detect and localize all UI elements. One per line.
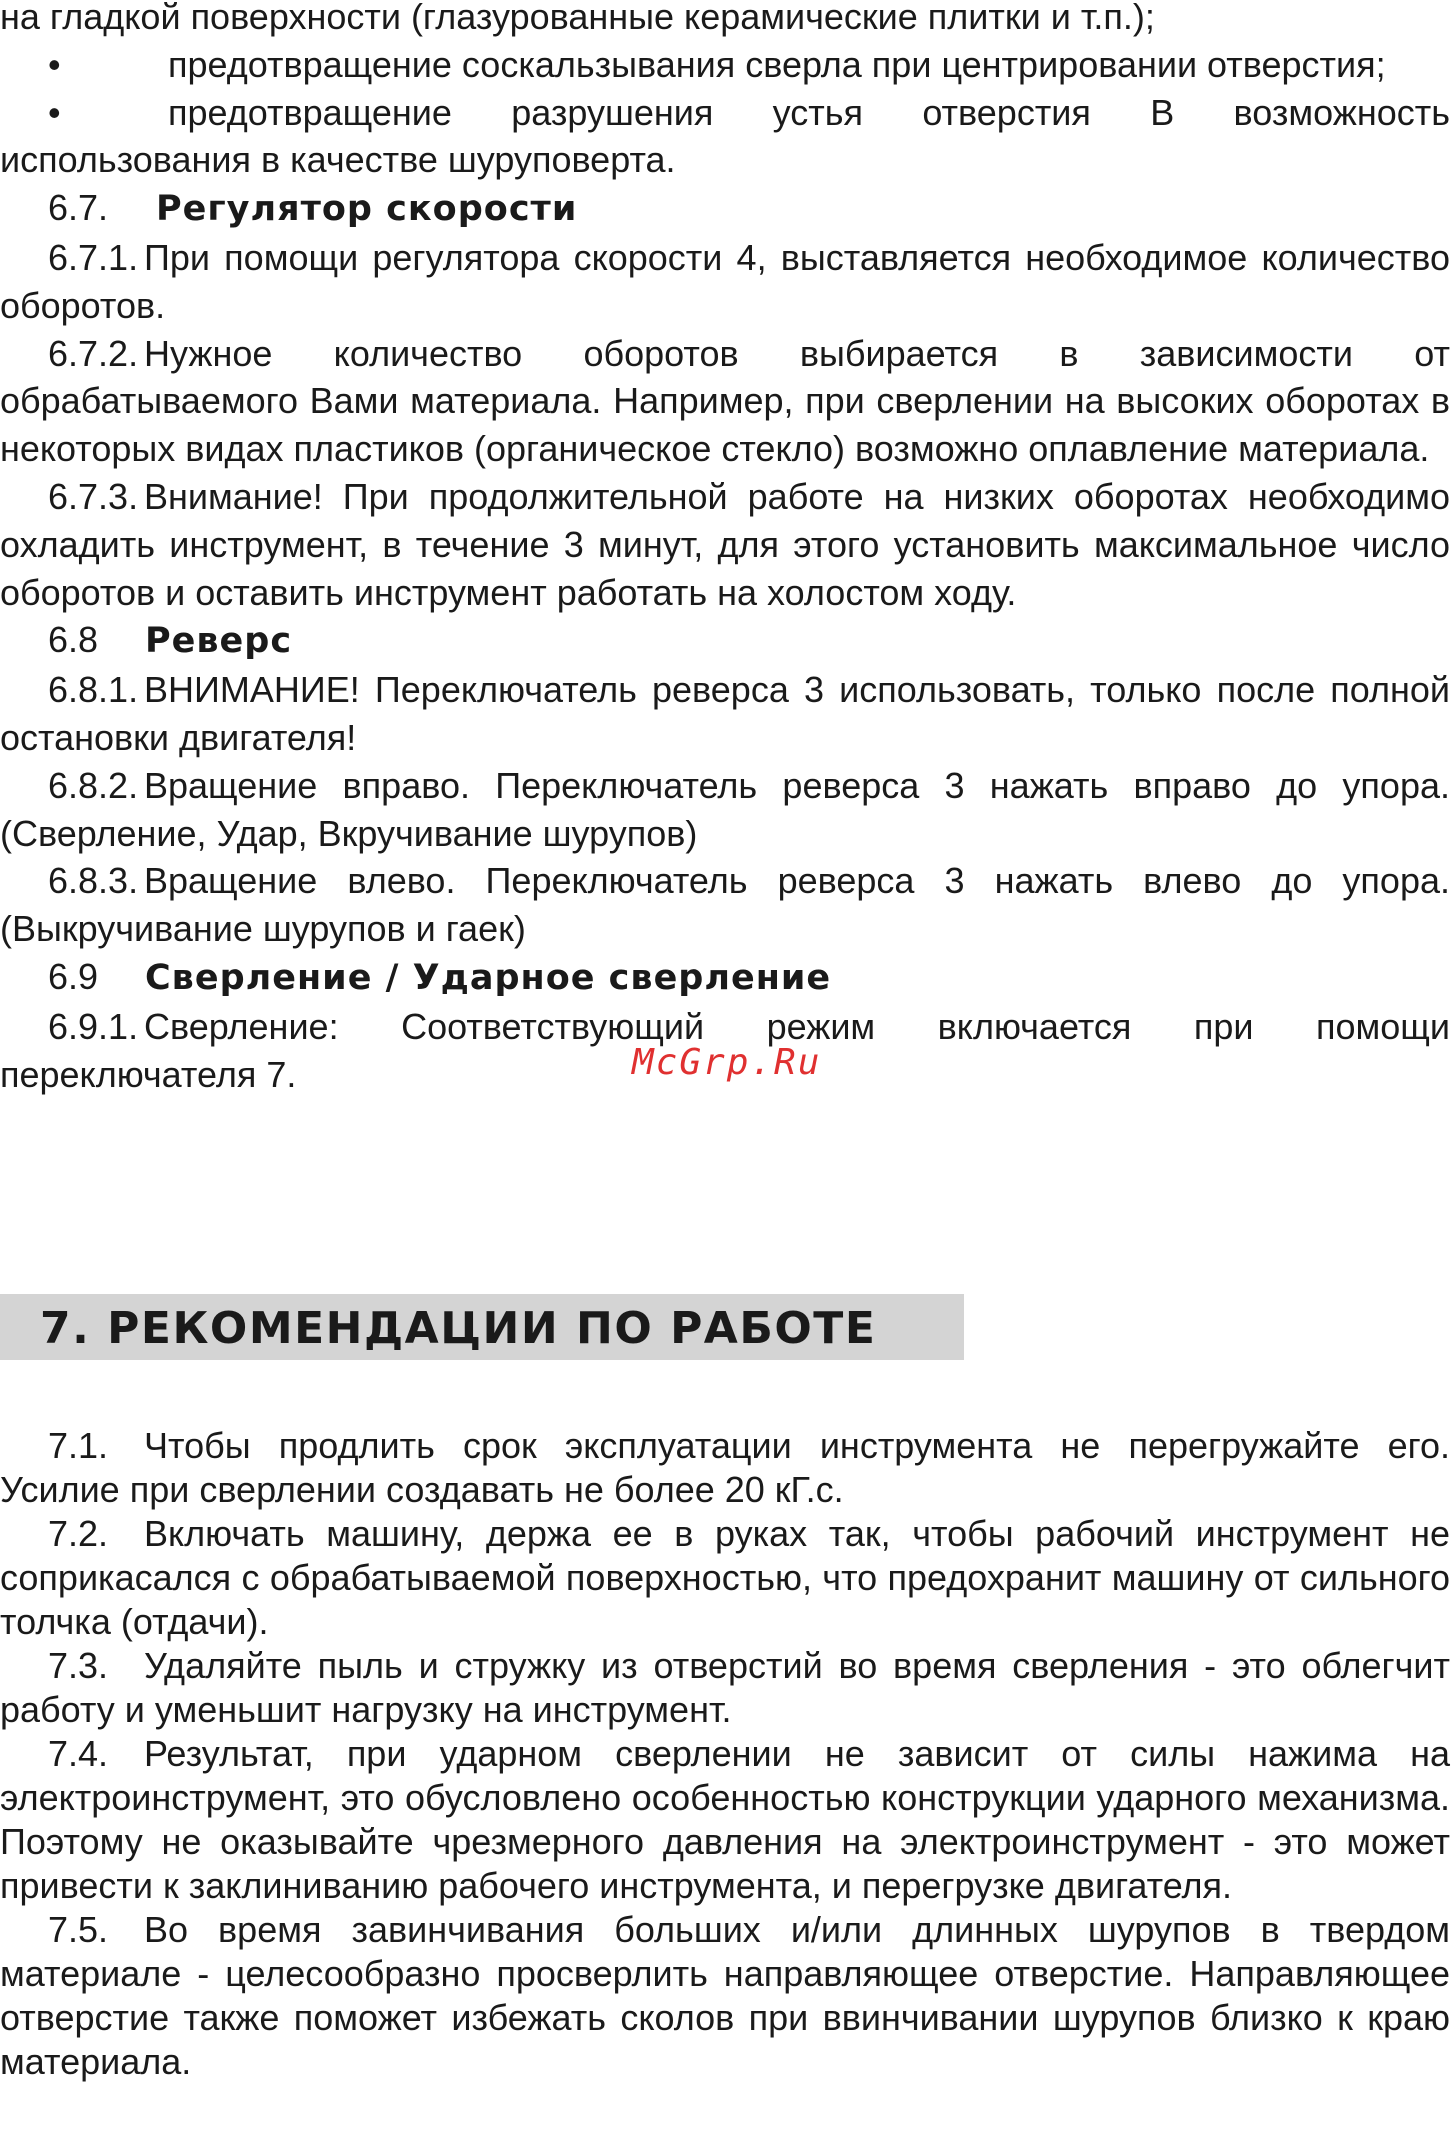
heading-6-7	[0, 184, 1450, 234]
clause-7-4	[0, 1732, 1450, 1908]
clause-6-7-2	[0, 330, 1450, 473]
clause-7-5	[0, 1908, 1450, 2084]
heading-title: Регулятор скорости	[156, 189, 578, 230]
bullet-text: предотвращение разрушения устья отверстия В возможность использования в качестве шуруповерта.	[0, 91, 1450, 181]
section-banner	[0, 1294, 964, 1360]
clause-number: 6.7.1.	[48, 236, 139, 278]
section-title: 7. РЕКОМЕНДАЦИИ ПО РАБОТЕ	[40, 1303, 877, 1354]
clause-number: 7.2.	[48, 1513, 109, 1554]
bullet-item	[0, 89, 1450, 185]
clause-6-7-1	[0, 234, 1450, 330]
clause-text: Во время завинчивания больших и/или длинных шурупов в твердом материале - целесообразно просверлить направляющее отверстие. Направляющее отверстие также поможет избежать сколов при ввинчивании шурупов близко к краю материала.	[0, 1909, 1450, 2082]
clause-number: 6.7.2.	[48, 332, 139, 374]
clause-6-8-1	[0, 666, 1450, 762]
clause-text: Сверление: Соответствующий режим включается при помощи переключателя 7.	[0, 1005, 1450, 1095]
clause-text: Удаляйте пыль и стружку из отверстий во время сверления - это облегчит работу и уменьшит нагрузку на инструмент.	[0, 1645, 1450, 1730]
bullet-item	[0, 41, 1450, 89]
heading-6-9	[0, 953, 1450, 1003]
clause-text: Результат, при ударном сверлении не зависит от силы нажима на электроинструмент, это обусловлено особенностью конструкции ударного механизма. Поэтому не оказывайте чрезмерного давления на электроинструмент - это может привести к заклиниванию рабочего инструмента, и перегрузке двигателя.	[0, 1733, 1450, 1906]
clause-number: 6.8.1.	[48, 669, 139, 711]
clause-number: 7.5.	[48, 1909, 109, 1950]
heading-title: Сверление / Ударное сверление	[145, 957, 832, 998]
clause-text: ВНИМАНИЕ! Переключатель реверса 3 использовать, только после полной остановки двигателя!	[0, 669, 1450, 758]
clause-number: 7.4.	[48, 1733, 109, 1774]
section-7-body	[0, 1424, 1450, 2084]
clause-number: 6.9.1.	[48, 1005, 139, 1047]
clause-text: При помощи регулятора скорости 4, выставляется необходимое количество оборотов.	[0, 236, 1450, 326]
heading-number: 6.8	[48, 619, 99, 661]
watermark-text: McGrp.Ru	[632, 1042, 822, 1083]
clause-number: 6.8.3.	[48, 860, 139, 902]
bullet-mark: •	[48, 43, 61, 85]
clause-number: 7.1.	[48, 1425, 109, 1466]
clause-6-8-2	[0, 762, 1450, 858]
clause-number: 6.8.2.	[48, 764, 139, 806]
clause-number: 6.7.3.	[48, 475, 139, 517]
clause-text: Вращение вправо. Переключатель реверса 3 нажать вправо до упора. (Сверление, Удар, Вкручивание шурупов)	[0, 764, 1450, 854]
clause-7-2	[0, 1512, 1450, 1644]
clause-number: 7.3.	[48, 1645, 109, 1686]
clause-7-1	[0, 1424, 1450, 1512]
heading-number: 6.7.	[48, 187, 109, 229]
bullet-mark: •	[48, 91, 61, 133]
clause-7-3	[0, 1644, 1450, 1732]
clause-text: Включать машину, держа ее в руках так, чтобы рабочий инструмент не соприкасался с обрабатываемой поверхностью, что предохранит машину от сильного толчка (отдачи).	[0, 1513, 1450, 1642]
clause-6-7-3	[0, 473, 1450, 616]
clause-text: Чтобы продлить срок эксплуатации инструмента не перегружайте его. Усилие при сверлении создавать не более 20 кГ.с.	[0, 1425, 1450, 1510]
bullet-text: предотвращение соскальзывания сверла при центрировании отверстия;	[168, 43, 1386, 85]
heading-6-8	[0, 616, 1450, 666]
clause-text: Внимание! При продолжительной работе на низких оборотах необходимо охладить инструмент, в течение 3 минут, для этого установить максимальное число оборотов и оставить инструмент работать на холостом ходу.	[0, 475, 1450, 613]
heading-number: 6.9	[48, 955, 99, 997]
clause-text: Нужное количество оборотов выбирается в зависимости от обрабатываемого Вами материала. Например, при сверлении на высоких оборотах в некоторых видах пластиков (органическое стекло) возможно оплавление материала.	[0, 332, 1450, 470]
heading-title: Реверс	[145, 621, 293, 662]
clause-6-8-3	[0, 857, 1450, 953]
clause-text: Вращение влево. Переключатель реверса 3 нажать влево до упора. (Выкручивание шурупов и гаек)	[0, 860, 1450, 950]
paragraph-line0: на гладкой поверхности (глазурованные керамические плитки и т.п.);	[0, 0, 1155, 37]
